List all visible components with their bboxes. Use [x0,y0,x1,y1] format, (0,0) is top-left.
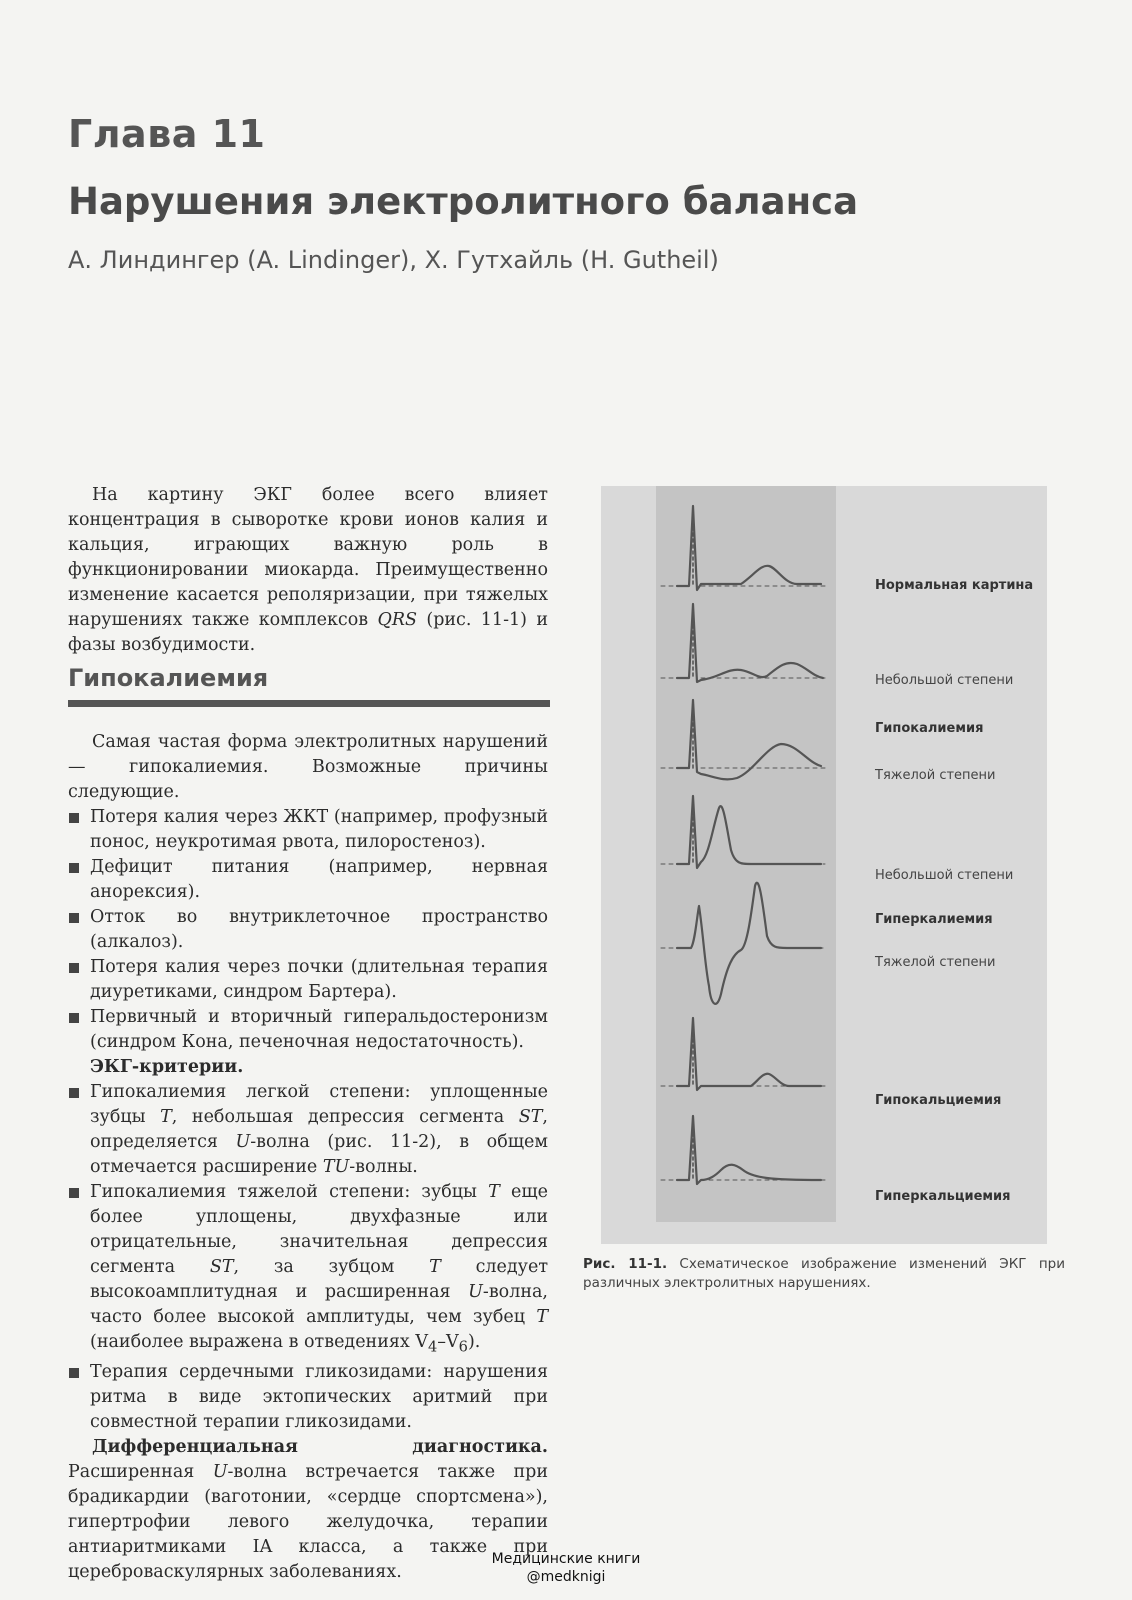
causes-list [68,805,548,1055]
label-hypokalemia-mild: Небольшой степени [875,673,1014,688]
label-hypokalemia-severe: Тяжелой степени [875,768,996,783]
cause-item: Потеря калия через почки (длительная терапия диуретиками, синдром Бартера). [68,955,548,1005]
label-hyperkalemia-mild: Небольшой степени [875,868,1014,883]
differential-heading: Дифференциальная диагностика. [92,1436,548,1457]
body-paragraph-1: Самая частая форма электролитных нарушений — гипокалиемия. Возможные причины следующие. [68,732,548,802]
ekg-criteria-heading: ЭКГ-критерии. [90,1057,244,1077]
label-hyperkalemia: Гиперкалиемия [875,912,993,927]
cause-item: Дефицит питания (например, нервная анорексия). [68,855,548,905]
criteria-item-severe: Гипокалиемия тяжелой степени: зубцы T еще более уплощены, двухфазные или отрицательные, значительная депрессия сегмента ST, за зубцом T следует высокоамплитудная и расширенная U-волна, часто более высокой амплитуды, чем зубец T (наиболее выражена в отведениях $V_4-V_6$). [68,1180,548,1360]
footer-line-2: @medknigi [526,1569,606,1585]
cause-item: Первичный и вторичный гиперальдостеронизм (синдром Кона, печеночная недостаточность). [68,1005,548,1055]
caption-label: Рис. 11-1. [583,1256,668,1272]
label-normal: Нормальная картина [875,578,1034,593]
label-hypokalemia: Гипокалиемия [875,721,984,736]
footer-line-1: Медицинские книги [491,1551,641,1567]
label-hypocalcemia: Гипокальциемия [875,1093,1002,1108]
intro-qrs: QRS [377,610,417,630]
section-body [68,730,548,1585]
intro-paragraph [68,483,548,658]
ekg-traces-svg [601,486,1047,1244]
caption-text: Схематическое изображение изменений ЭКГ при различных электролитных нарушениях. [583,1256,1065,1291]
criteria-list [68,1080,548,1435]
ekg-inner-panel [656,486,836,1222]
cause-item: Потеря калия через ЖКТ (например, профузный понос, неукротимая рвота, пилоростеноз). [68,805,548,855]
chapter-number: Глава 11 [68,112,266,156]
chapter-title: Нарушения электролитного баланса [68,180,859,223]
label-hypercalcemia: Гиперкальциемия [875,1189,1011,1204]
criteria-item-glycosides: Терапия сердечными гликозидами: нарушения ритма в виде эктопических аритмий при совместной терапии гликозидами. [68,1360,548,1435]
differential-paragraph: Дифференциальная диагностика. Расширенная U-волна встречается также при брадикардии (ваготонии, «сердце спортсмена»), гипертрофии левого желудочка, терапии антиаритмиками IA класса, а также при цереброваскулярных заболеваниях. [68,1436,548,1582]
criteria-item-mild: Гипокалиемия легкой степени: уплощенные зубцы T, небольшая депрессия сегмента ST, определяется U-волна (рис. 11-2), в общем отмечается расширение TU-волны. [68,1080,548,1180]
section-heading: Гипокалиемия [68,664,550,707]
cause-item: Отток во внутриклеточное пространство (алкалоз). [68,905,548,955]
chapter-authors: А. Линдингер (A. Lindinger), Х. Гутхайль (H. Gutheil) [68,246,719,274]
intro-text-1: На картину ЭКГ более всего влияет концентрация в сыворотке крови ионов калия и кальция, играющих важную роль в функционировании миокарда. Преимущественно изменение касается реполяризации, при тяжелых нарушениях также комплексов [68,485,548,630]
footer-watermark [0,1550,1132,1586]
label-hyperkalemia-severe: Тяжелой степени [875,955,996,970]
intro-text-2: (рис. 11-1) и фазы возбудимости. [68,610,548,655]
ekg-figure [601,486,1047,1244]
figure-caption [583,1255,1065,1293]
